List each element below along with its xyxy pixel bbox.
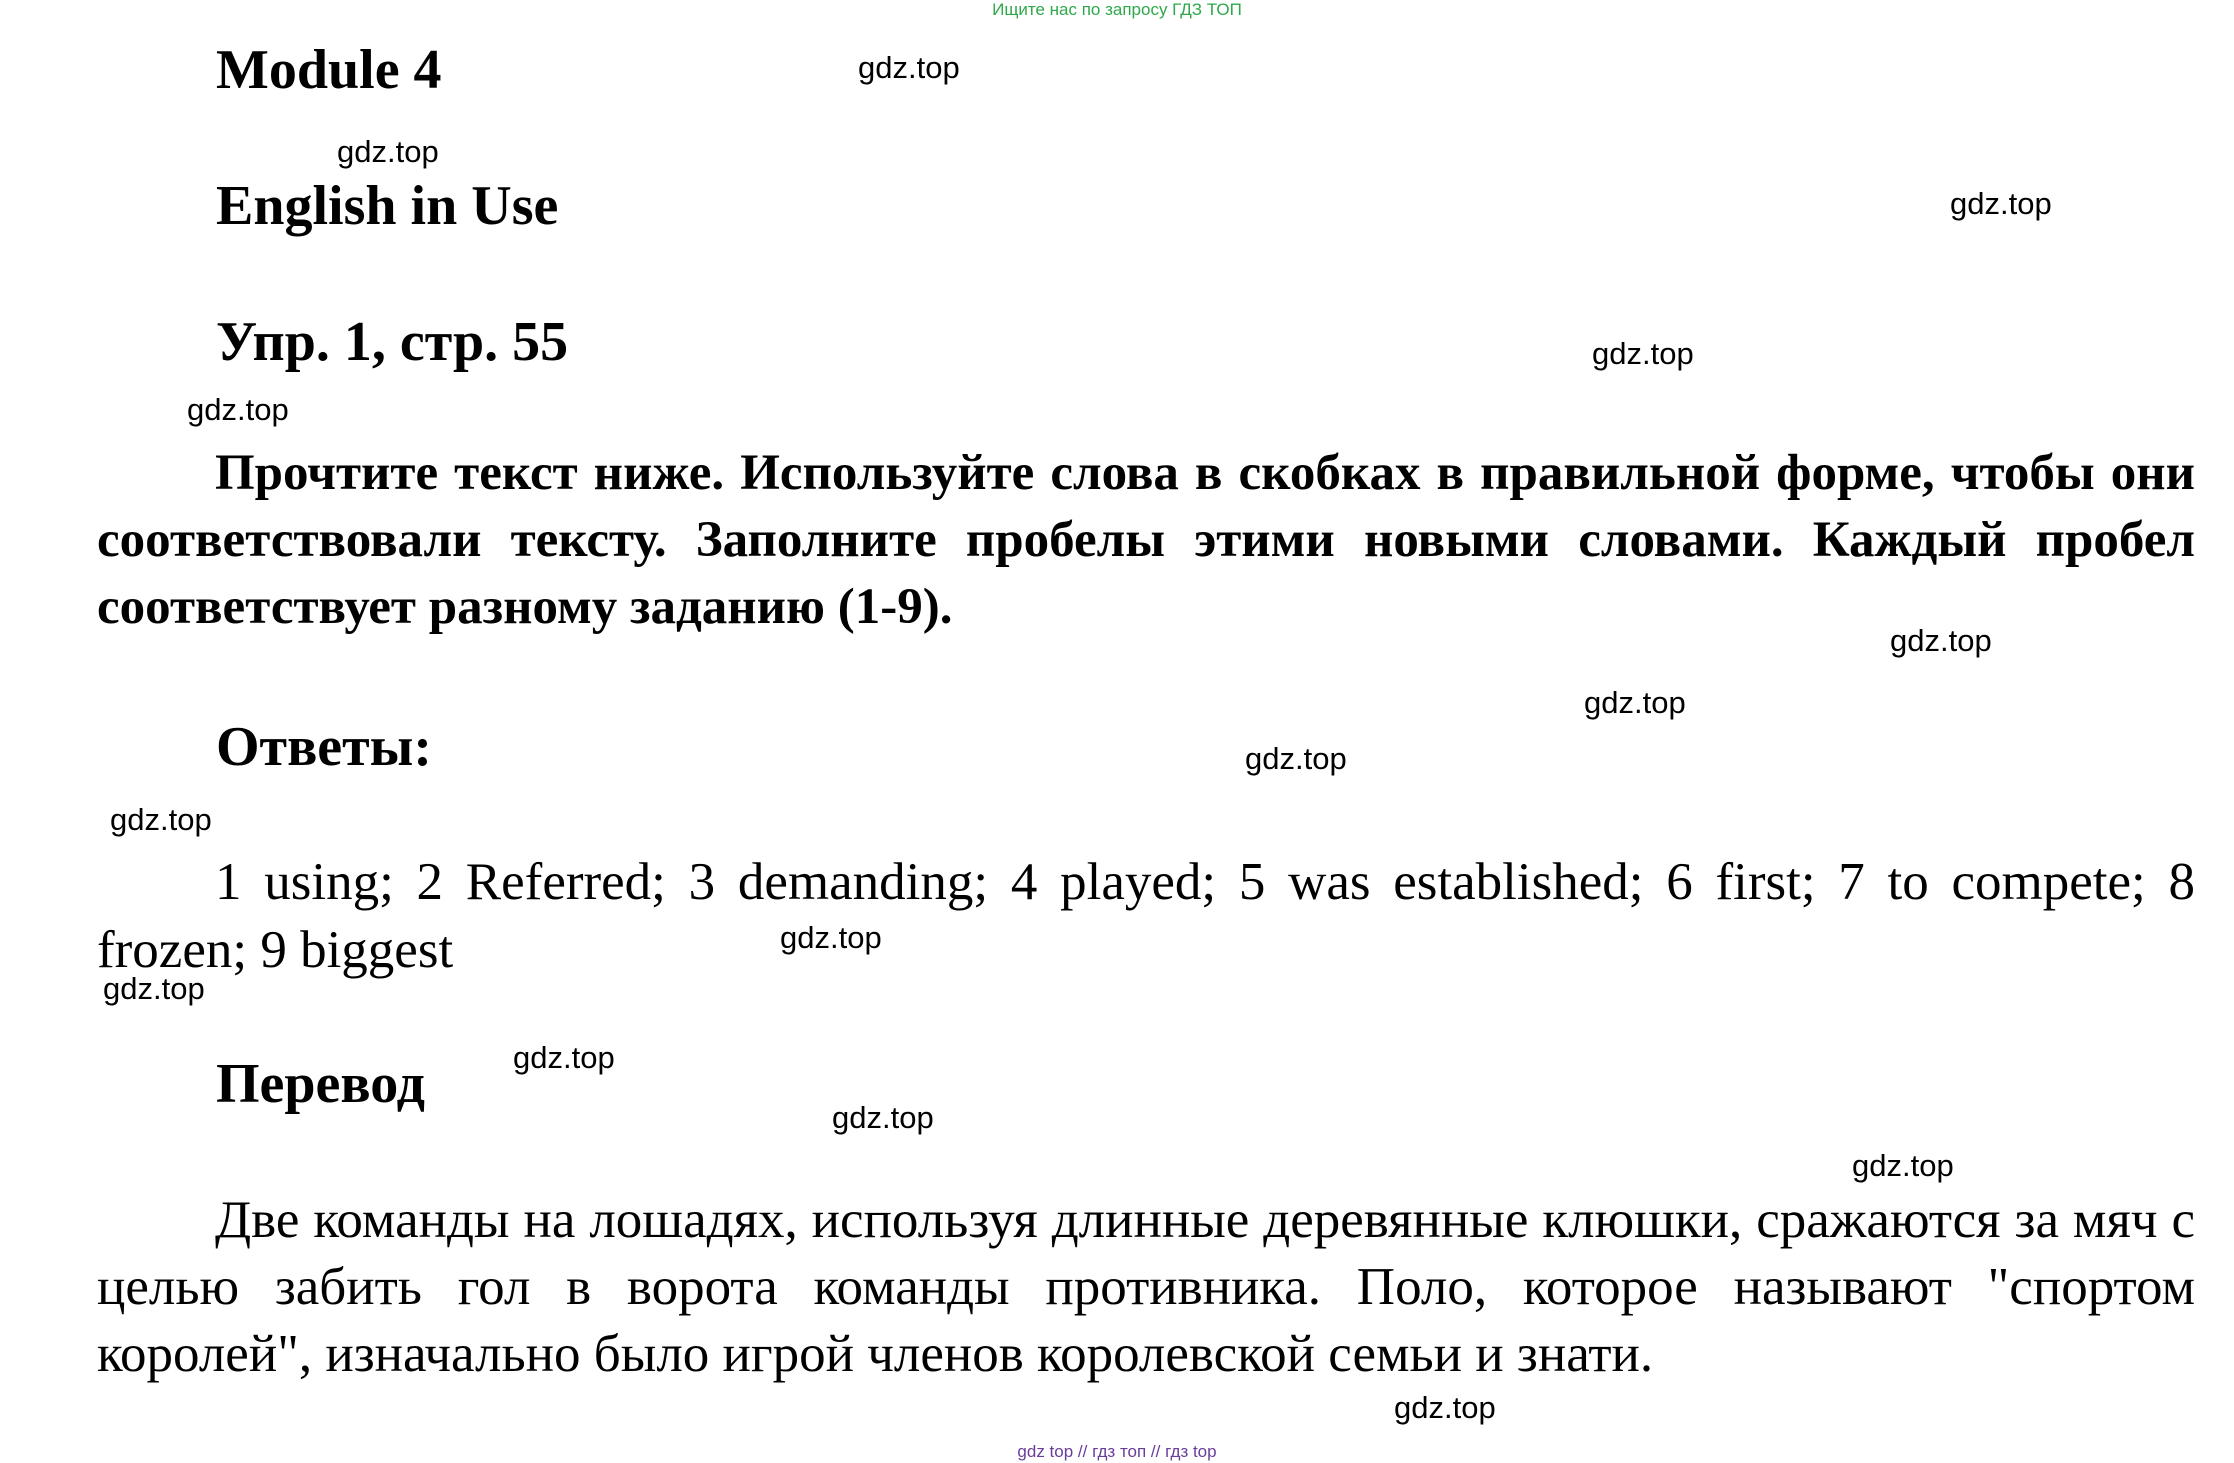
watermark: gdz.top xyxy=(858,50,960,85)
watermark: gdz.top xyxy=(1584,685,1686,720)
translation-text: Две команды на лошадях, используя длинные деревянные клюшки, сражаются за мяч с целью забить гол в ворота команды противника. Поло, которое называют "спортом королей", изначально было игрой членов королевской семьи и знати. xyxy=(97,1191,2195,1383)
top-banner[interactable]: Ищите нас по запросу ГДЗ ТОП xyxy=(992,0,1242,19)
watermark: gdz.top xyxy=(1890,623,1992,658)
watermark: gdz.top xyxy=(337,134,439,169)
answers-text: 1 using; 2 Referred; 3 demanding; 4 played; 5 was established; 6 first; 7 to compete; 8 frozen; 9 biggest xyxy=(97,853,2195,979)
watermark: gdz.top xyxy=(780,920,882,955)
exercise-title: Упр. 1, стр. 55 xyxy=(216,311,569,373)
watermark: gdz.top xyxy=(1852,1148,1954,1183)
module-title: Module 4 xyxy=(216,39,442,101)
watermark: gdz.top xyxy=(1394,1390,1496,1425)
answers-heading: Ответы: xyxy=(216,716,433,778)
watermark: gdz.top xyxy=(1950,186,2052,221)
section-title: English in Use xyxy=(216,175,559,237)
watermark: gdz.top xyxy=(187,392,289,427)
watermark: gdz.top xyxy=(513,1040,615,1075)
watermark: gdz.top xyxy=(103,971,205,1006)
watermark: gdz.top xyxy=(1245,741,1347,776)
watermark: gdz.top xyxy=(110,802,212,837)
footer-links[interactable]: gdz top // гдз топ // гдз top xyxy=(1017,1442,1217,1461)
watermark: gdz.top xyxy=(1592,336,1694,371)
watermark: gdz.top xyxy=(832,1100,934,1135)
instructions-text: Прочтите текст ниже. Используйте слова в скобках в правильной форме, чтобы они соответствовали тексту. Заполните пробелы этими новыми словами. Каждый пробел соответствует разному заданию (1-9). xyxy=(97,445,2195,635)
translation-heading: Перевод xyxy=(216,1053,425,1115)
